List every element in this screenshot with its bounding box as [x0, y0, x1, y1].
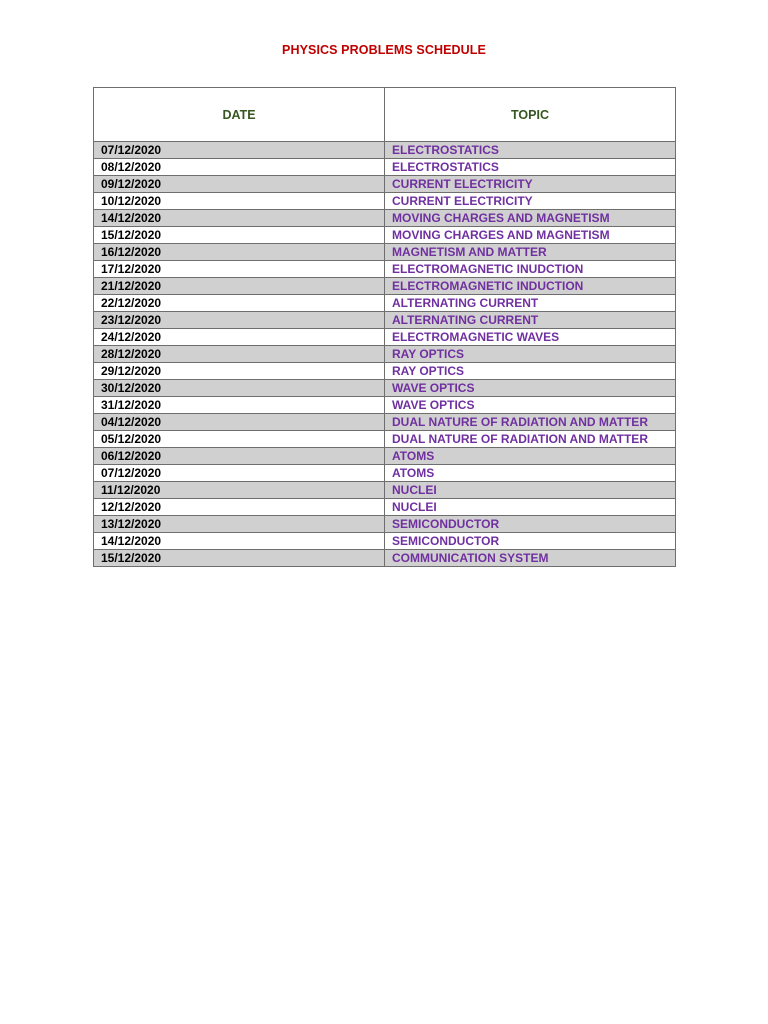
date-cell: 23/12/2020: [94, 312, 385, 329]
topic-cell: DUAL NATURE OF RADIATION AND MATTER: [385, 414, 676, 431]
table-row: [94, 363, 676, 380]
topic-cell: WAVE OPTICS: [385, 397, 676, 414]
topic-cell: ELECTROMAGNETIC INDUCTION: [385, 278, 676, 295]
topic-cell: ATOMS: [385, 465, 676, 482]
table-row: [94, 176, 676, 193]
table-row: [94, 227, 676, 244]
date-cell: 14/12/2020: [94, 533, 385, 550]
date-cell: 24/12/2020: [94, 329, 385, 346]
date-cell: 28/12/2020: [94, 346, 385, 363]
date-cell: 09/12/2020: [94, 176, 385, 193]
table-row: [94, 312, 676, 329]
topic-cell: ELECTROSTATICS: [385, 159, 676, 176]
topic-cell: SEMICONDUCTOR: [385, 516, 676, 533]
table-row: [94, 516, 676, 533]
date-cell: 08/12/2020: [94, 159, 385, 176]
topic-cell: NUCLEI: [385, 482, 676, 499]
date-cell: 30/12/2020: [94, 380, 385, 397]
table-row: [94, 244, 676, 261]
topic-cell: WAVE OPTICS: [385, 380, 676, 397]
date-cell: 07/12/2020: [94, 465, 385, 482]
table-row: [94, 295, 676, 312]
table-row: [94, 329, 676, 346]
topic-cell: COMMUNICATION SYSTEM: [385, 550, 676, 567]
table-row: [94, 499, 676, 516]
table-row: [94, 346, 676, 363]
schedule-table: [93, 87, 676, 567]
date-cell: 11/12/2020: [94, 482, 385, 499]
table-row: [94, 414, 676, 431]
schedule-body: [94, 142, 676, 567]
date-cell: 22/12/2020: [94, 295, 385, 312]
date-cell: 07/12/2020: [94, 142, 385, 159]
topic-cell: CURRENT ELECTRICITY: [385, 193, 676, 210]
table-row: [94, 210, 676, 227]
table-row: [94, 550, 676, 567]
date-cell: 10/12/2020: [94, 193, 385, 210]
table-row: [94, 142, 676, 159]
date-cell: 15/12/2020: [94, 227, 385, 244]
topic-cell: NUCLEI: [385, 499, 676, 516]
date-cell: 04/12/2020: [94, 414, 385, 431]
topic-cell: MOVING CHARGES AND MAGNETISM: [385, 227, 676, 244]
date-cell: 17/12/2020: [94, 261, 385, 278]
topic-cell: ELECTROSTATICS: [385, 142, 676, 159]
date-cell: 16/12/2020: [94, 244, 385, 261]
date-cell: 05/12/2020: [94, 431, 385, 448]
table-header-row: [94, 88, 676, 142]
date-cell: 29/12/2020: [94, 363, 385, 380]
table-row: [94, 261, 676, 278]
table-row: [94, 159, 676, 176]
topic-cell: ELECTROMAGNETIC INUDCTION: [385, 261, 676, 278]
topic-column-header: TOPIC: [385, 88, 676, 142]
topic-cell: RAY OPTICS: [385, 363, 676, 380]
date-cell: 12/12/2020: [94, 499, 385, 516]
topic-cell: CURRENT ELECTRICITY: [385, 176, 676, 193]
table-row: [94, 431, 676, 448]
topic-cell: RAY OPTICS: [385, 346, 676, 363]
table-row: [94, 465, 676, 482]
table-row: [94, 193, 676, 210]
topic-cell: MOVING CHARGES AND MAGNETISM: [385, 210, 676, 227]
date-cell: 15/12/2020: [94, 550, 385, 567]
topic-cell: DUAL NATURE OF RADIATION AND MATTER: [385, 431, 676, 448]
table-row: [94, 380, 676, 397]
topic-cell: MAGNETISM AND MATTER: [385, 244, 676, 261]
page-title: PHYSICS PROBLEMS SCHEDULE: [282, 43, 486, 57]
table-row: [94, 533, 676, 550]
topic-cell: ALTERNATING CURRENT: [385, 295, 676, 312]
table-row: [94, 448, 676, 465]
date-cell: 06/12/2020: [94, 448, 385, 465]
topic-cell: ATOMS: [385, 448, 676, 465]
date-cell: 31/12/2020: [94, 397, 385, 414]
date-column-header: DATE: [94, 88, 385, 142]
date-cell: 14/12/2020: [94, 210, 385, 227]
table-row: [94, 482, 676, 499]
date-cell: 21/12/2020: [94, 278, 385, 295]
table-row: [94, 278, 676, 295]
date-cell: 13/12/2020: [94, 516, 385, 533]
table-row: [94, 397, 676, 414]
topic-cell: SEMICONDUCTOR: [385, 533, 676, 550]
topic-cell: ELECTROMAGNETIC WAVES: [385, 329, 676, 346]
topic-cell: ALTERNATING CURRENT: [385, 312, 676, 329]
